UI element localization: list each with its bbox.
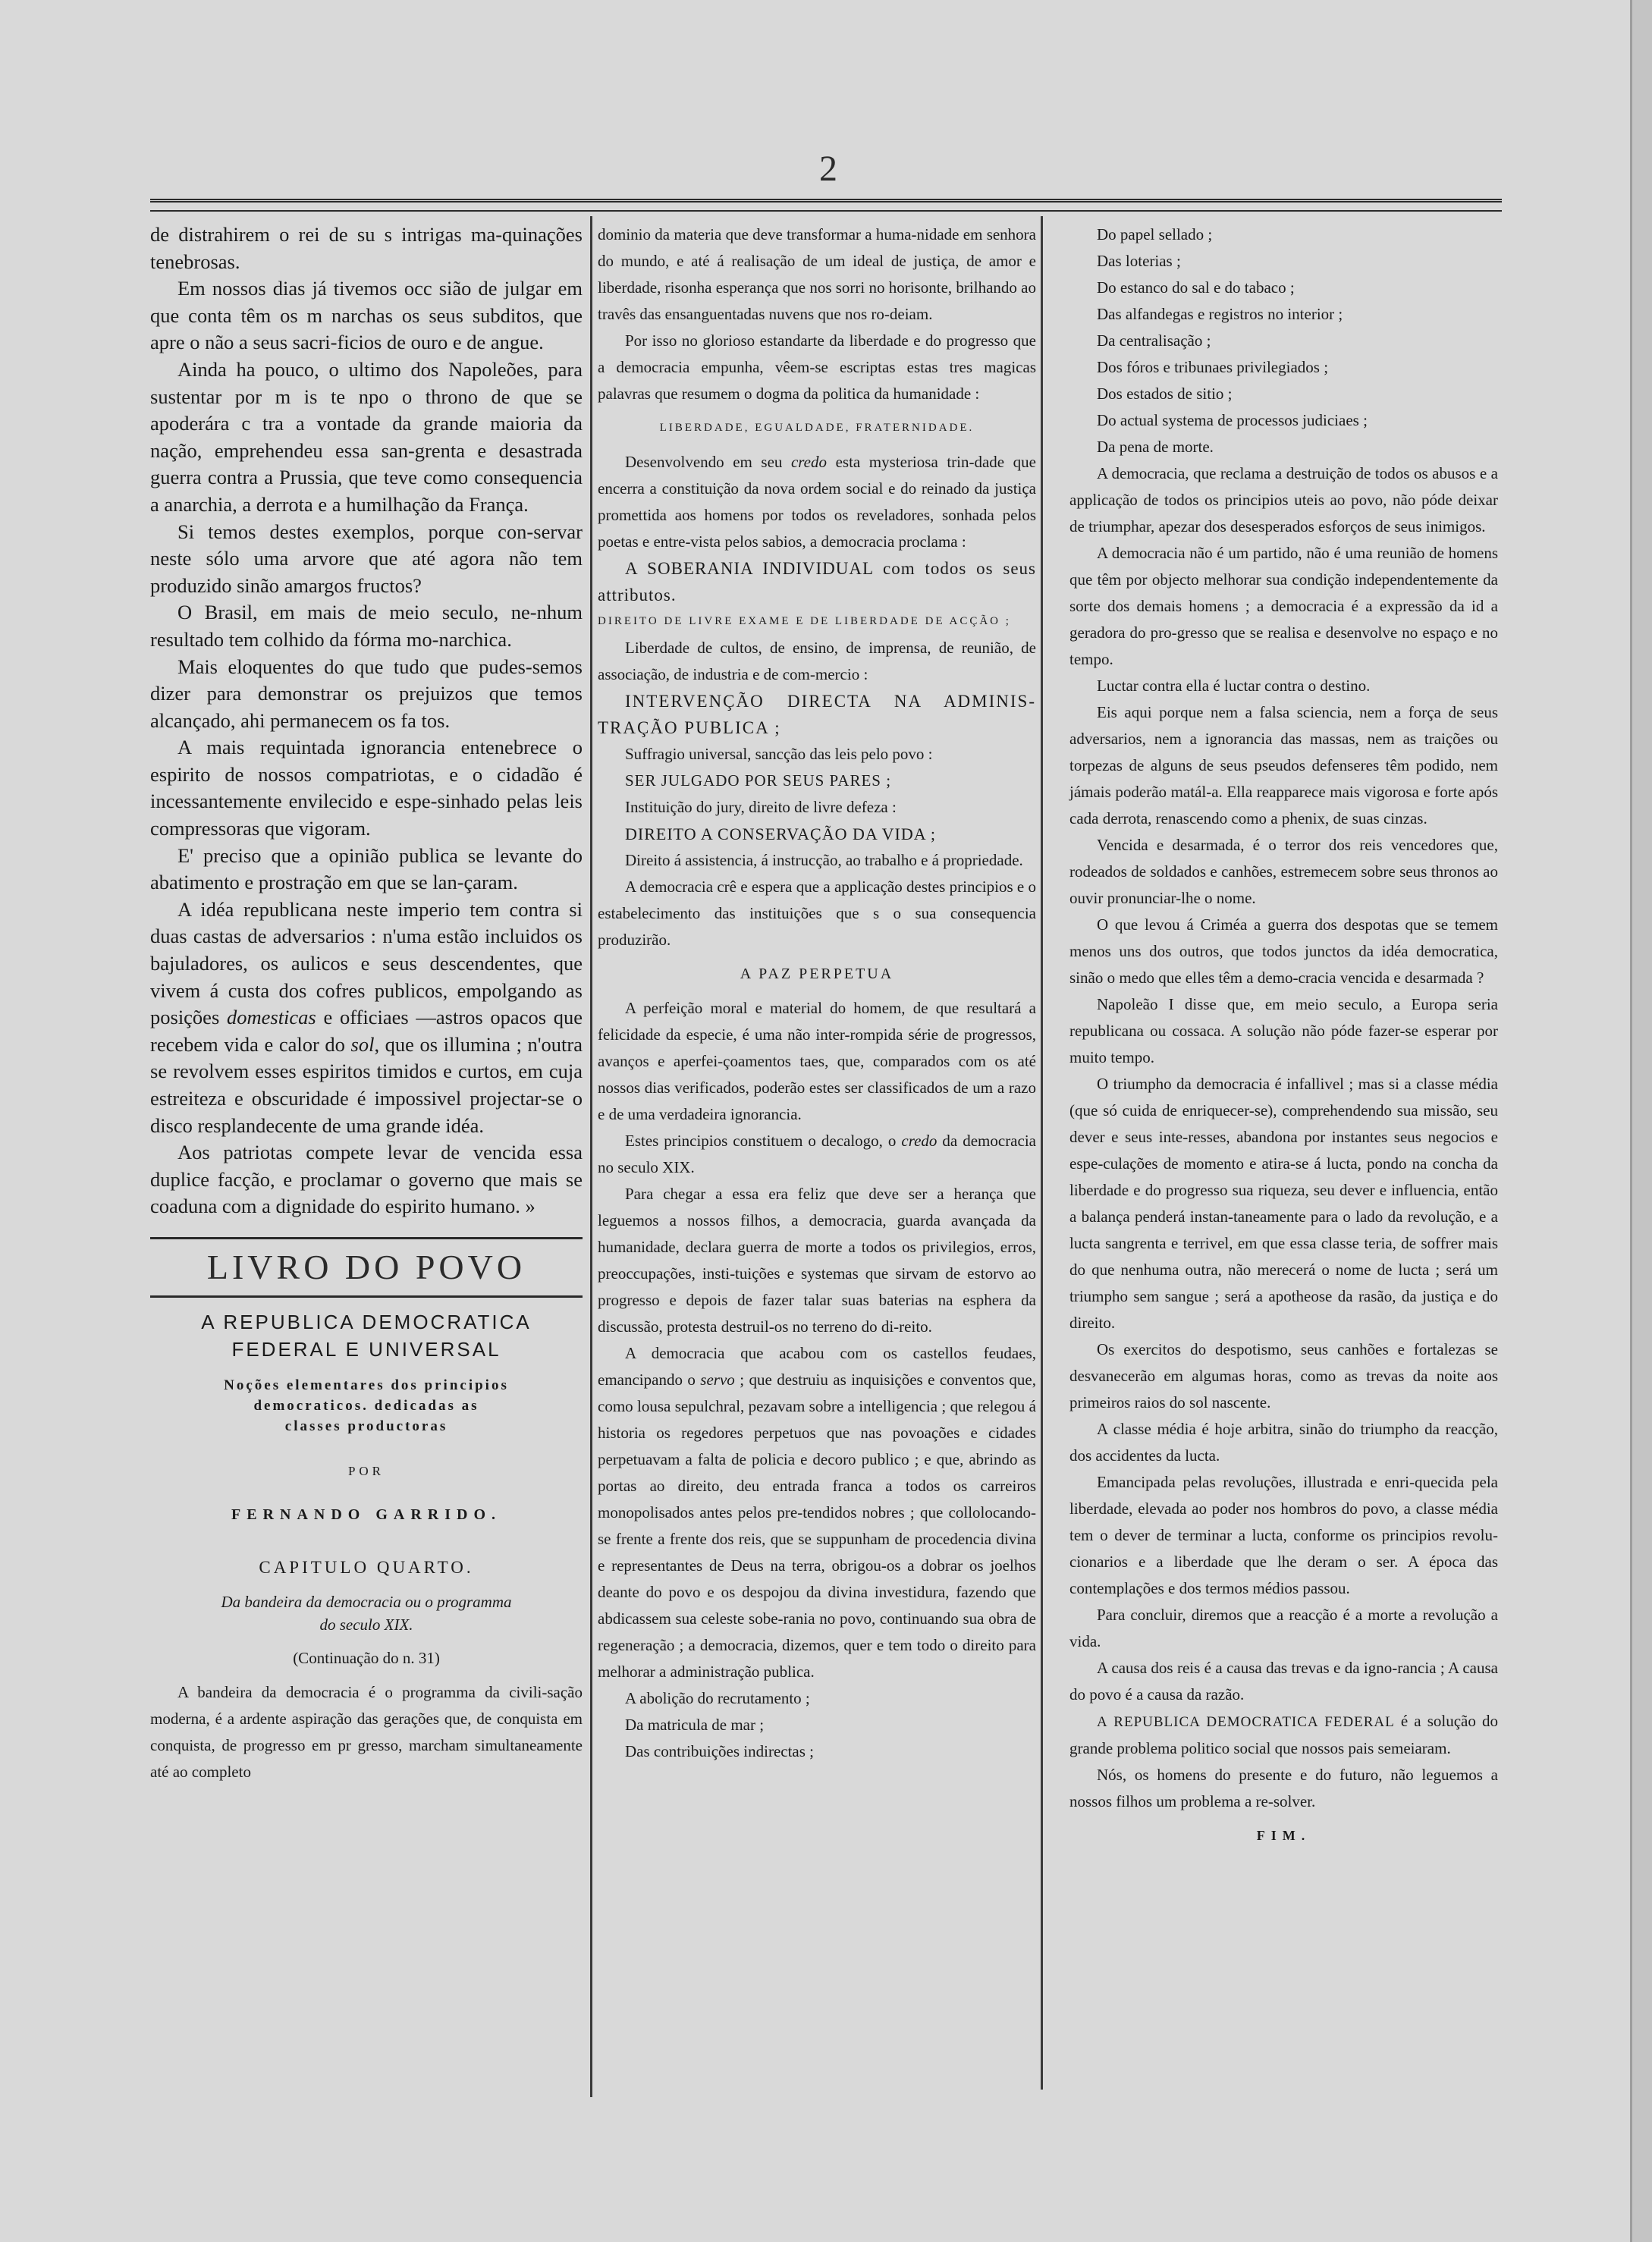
col1-paragraph: Ainda ha pouco, o ultimo dos Napoleões, para sustentar por m is te npo o throno de que se apoderára c tra a vontade da grande maioria da nação, emprehendeu essa san-grenta e desastrada guerra contra a Prussia, que teve como consequencia a anarchia, a derrota e a humilhação da França. (150, 357, 583, 516)
col3-paragraph: A classe média é hoje arbitra, sinão do triumpho da reacção, dos accidentes da lucta. (1069, 1420, 1498, 1465)
col3-paragraph: Emancipada pelas revoluções, illustrada e enri-quecida pela liberdade, elevada ao poder nos hombros do povo, a classe média tem o dever de terminar a lucta, conforme os principios revolu-cionarios e a liberdade que lhe deram o ser. A época das contemplações e dos termos médios passou. (1069, 1473, 1498, 1597)
col2-paragraph: Para chegar a essa era feliz que deve ser a herança que leguemos a nossos filhos, a democracia, guarda avançada da humanidade, declara guerra de morte a todos os privilegios, erros, preoccupações, insti-tuições e systemas que sirvam de estorvo ao progresso e depois de fazer talar suas baterias na esphera da discussão, protesta destruil-os no terreno do di-reito. (598, 1185, 1036, 1336)
col1-paragraph: O Brasil, em mais de meio seculo, ne-nhum resultado tem colhido da fórma mo-narchica. (150, 601, 583, 651)
col1-paragraph-republicana: A idéa republicana neste imperio tem contra si duas castas de adversarios : n'uma estão incluidos os bajuladores, os aulicos e seus descendentes, que vivem á custa dos cofres publicos, empolgando as posições domesticas e officiaes —astros opacos que recebem vida e calor do sol, que os illumina ; n'outra se revolvem esses espiritos timidos e curtos, em cuja estreiteza e obscuridade é impossivel projectar-se o disco resplandecente de uma grande idéa. (150, 897, 583, 1137)
col1-paragraph: Em nossos dias já tivemos occ sião de julgar em que conta têm os m narchas os seus subditos, que apre o não a seus sacri-ficios de ouro e de angue. (150, 277, 583, 354)
col3-paragraph: A causa dos reis é a causa das trevas e da igno-rancia ; A causa do povo é a causa da razão. (1069, 1659, 1498, 1703)
col2-list-item: A abolição do recrutamento ; (625, 1689, 810, 1707)
col1-paragraph: A mais requintada ignorancia entenebrece o espirito de nossos compatriotas, e o cidadão é incessantemente envilecido e espe-sinhado pelas leis compressoras que vigoram. (150, 736, 583, 840)
col3-list-item: Das loterias ; (1097, 252, 1181, 270)
col2-paragraph-castellos: A democracia que acabou com os castellos feudaes, emancipando o servo ; que destruiu as inquisições e conventos que, como lousa sepulchral, pezavam sobre a intelligencia ; que relegou á historia os regedores perpetuos que nas povoações e cidades perpetuavam a falta de policia e decoro publico ; e que, abrindo as portas ao direito, deu entrada franca a todos os carreiros monopolisados antes pelos pre-tendidos nobres ; que collolocando-se frente a frente dos reis, que se suppunham de procedencia divina e representantes de Deus na terra, obrigou-os a dobrar os joelhos deante do povo e os despojou da divina investidura, fazendo que abdicassem sua celeste sobe-rania no povo, continuando sua obra de regeneração ; a democracia, dizemos, quer e tem todo o direito para melhorar a administração publica. (598, 1344, 1036, 1681)
col2-paragraph: Por isso no glorioso estandarte da liberdade e do progresso que a democracia empunha, vêem-se escriptas estas tres magicas palavras que resumem o dogma da politica da humanidade : (598, 331, 1036, 403)
col3-paragraph: Nós, os homens do presente e do futuro, não leguemos a nossos filhos um problema a re-solver. (1069, 1766, 1498, 1810)
col3-list-item: Do papel sellado ; (1097, 225, 1213, 243)
col2-paragraph: dominio da materia que deve transformar a huma-nidade em senhora do mundo, e até á realisação de um ideal de justiça, de amor e liberdade, risonha esperança que nos sorri no horisonte, brilhando ao travês das ensanguentadas nuvens que nos ro-deiam. (598, 225, 1036, 323)
col3-list-item: Dos fóros e tribunaes privilegiados ; (1097, 358, 1329, 376)
col3-list-item: Do actual systema de processos judiciaes ; (1097, 411, 1368, 429)
direito-livre-exame: DIREITO DE LIVRE EXAME E DE LIBERDADE DE ACÇÃO ; (598, 615, 1011, 627)
subtitle-line-2: democraticos. dedicadas as (253, 1397, 479, 1414)
continuation-note: (Continuação do n. 31) (293, 1648, 440, 1667)
fim-label: FIM. (1256, 1828, 1311, 1843)
motto: LIBERDADE, EGUALDADE, FRATERNIDADE. (659, 422, 975, 434)
col2-paragraph: Liberdade de cultos, de ensino, de imprensa, de reunião, de associação, de industria e de com-mercio : (598, 639, 1036, 683)
col2-paragraph-credo: Desenvolvendo em seu credo esta mysteriosa trin-dade que encerra a constituição da nova ordem social e do reinado da justiça promettida aos homens por todos os reveladores, sonhada pelos poetas e entre-vista pelos sabios, a democracia proclama : (598, 453, 1036, 551)
subtitle-line-1: Noções elementares dos principios (224, 1377, 509, 1393)
paz-perpetua-title: A PAZ PERPETUA (740, 966, 894, 982)
col3-list-item: Dos estados de sitio ; (1097, 385, 1233, 403)
col2-paragraph: A democracia crê e espera que a applicação destes principios e o estabelecimento das instituições que s o sua consequencia produzirão. (598, 878, 1036, 949)
col3-paragraph: O triumpho da democracia é infallivel ; mas si a classe média (que só cuida de enriquecer-se), comprehendendo sua missão, seu dever e seus inte-resses, abandona por instantes seus negocios e espe-culações de momento e atira-se á lucta, pondo na concha da liberdade e do progresso sua riqueza, seu dever e influencia, então a balança penderá instan-taneamente para o lado da revolução, e a lucta sangrenta e terrivel, em que essa classe teria, de soffrer mais do que nenhuma outra, não merecerá o nome de lucta ; será um triumpho sem sangue ; será a apotheose da rasão, da justiça e do direito. (1069, 1075, 1498, 1332)
chapter-subtitle-2: do seculo XIX. (319, 1615, 413, 1634)
col1-paragraph: de distrahirem o rei de su s intrigas ma-quinações tenebrosas. (150, 223, 583, 273)
col3-paragraph: Os exercitos do despotismo, seus canhões e fortalezas se desvanecerão em algumas horas, como as trevas da noite aos primeiros raios do sol nascente. (1069, 1340, 1498, 1411)
column-2 (598, 221, 1036, 1765)
intervencao-directa: INTERVENÇÃO DIRECTA NA ADMINIS-TRAÇÃO PUBLICA ; (598, 692, 1036, 737)
byline-por: POR (347, 1463, 385, 1478)
col1-paragraph: E' preciso que a opinião publica se levante do abatimento e prostração em que se lan-çaram. (150, 843, 583, 894)
author-name: FERNANDO GARRIDO. (231, 1506, 501, 1523)
chapter-subtitle-1: Da bandeira da democracia ou o programma (221, 1592, 512, 1611)
col1-paragraph: Mais eloquentes do que tudo que pudes-semos dizer para demonstrar os prejuizos que temos alcançado, ahi permanecem os fa tos. (150, 655, 583, 732)
col2-list-item: Da matricula de mar ; (625, 1716, 765, 1734)
livro-do-povo-title: LIVRO DO POVO (150, 1237, 583, 1298)
col1-paragraph: Si temos destes exemplos, porque con-servar neste sólo uma arvore que até agora não tem produzido sinão amargos fructos? (150, 520, 583, 597)
col3-list-item: Da pena de morte. (1097, 438, 1214, 456)
direito-conservacao: DIREITO A CONSERVAÇÃO DA VIDA ; (625, 824, 937, 843)
ser-julgado: SER JULGADO POR SEUS PARES ; (625, 771, 892, 790)
col3-list-item: Do estanco do sal e do tabaco ; (1097, 278, 1295, 297)
column-divider-1 (590, 216, 592, 2097)
col2-paragraph: A perfeição moral e material do homem, de que resultará a felicidade da especie, é uma não inter-rompida série de progressos, avanços e aperfei-çoamentos taes, que, comparados com os até nossos dias verificados, poderão estes ser classificados de um a razo e de uma verdadeira ignorancia. (598, 999, 1036, 1123)
republica-title-line-1: A REPUBLICA DEMOCRATICA (201, 1310, 532, 1333)
col3-paragraph: Napoleão I disse que, em meio seculo, a Europa seria republicana ou cossaca. A solução não póde fazer-se esperar por muito tempo. (1069, 995, 1498, 1066)
col1-final-paragraph: A bandeira da democracia é o programma da civili-sação moderna, é a ardente aspiração das gerações que, de conquista em conquista, de progresso em pr gresso, marcham simultaneamente até ao completo (150, 1683, 583, 1782)
col2-list-item: Das contribuições indirectas ; (625, 1742, 815, 1760)
col3-paragraph: Luctar contra ella é luctar contra o destino. (1097, 677, 1371, 695)
page-edge (1630, 0, 1652, 2242)
col1-paragraph: Aos patriotas compete levar de vencida essa duplice facção, e proclamar o governo que mais se coaduna com a dignidade do espirito humano. » (150, 1141, 583, 1218)
col3-paragraph: Eis aqui porque nem a falsa sciencia, nem a força de seus adversarios, nem a ignorancia das massas, nem as traições ou torpezas de alguns de seus pseudos defenseres têm podido, nem jámais poderão matál-a. Ella reapparece mais vigorosa e forte após cada derrota, renascendo como a phenix, de suas cinzas. (1069, 703, 1498, 827)
col2-paragraph-decalogo: Estes principios constituem o decalogo, o credo da democracia no seculo XIX. (598, 1132, 1036, 1176)
col3-list-item: Das alfandegas e registros no interior ; (1097, 305, 1343, 323)
col2-paragraph: Instituição do jury, direito de livre defeza : (625, 798, 897, 816)
col3-list-item: Da centralisação ; (1097, 331, 1211, 350)
column-3 (1069, 221, 1498, 1849)
col3-paragraph: Vencida e desarmada, é o terror dos reis vencedores que, rodeados de soldados e canhões, estremecem sobre seus thronos ao ouvir pronunciar-lhe o nome. (1069, 836, 1498, 907)
soberania-individual: A SOBERANIA INDIVIDUAL com todos os seus attributos. (598, 559, 1036, 604)
col2-paragraph: Suffragio universal, sancção das leis pelo povo : (625, 745, 933, 763)
col2-paragraph: Direito á assistencia, á instrucção, ao trabalho e á propriedade. (625, 851, 1023, 869)
header-rule (150, 199, 1502, 212)
col3-paragraph: A democracia, que reclama a destruição de todos os abusos e a applicação de todos os principios uteis ao povo, não póde deixar de triumphar, apezar dos desesperados esforços de seus inimigos. (1069, 464, 1498, 535)
col3-paragraph-republica: A REPUBLICA DEMOCRATICA FEDERAL é a solução do grande problema politico social que nossos pais semeiaram. (1069, 1712, 1498, 1757)
col3-paragraph: O que levou á Criméa a guerra dos despotas que se temem menos uns dos outros, que todos junctos da idéa democratica, sinão o medo que elles têm a demo-cracia vencida e desarmada ? (1069, 915, 1498, 987)
page-number: 2 (819, 149, 837, 189)
col3-paragraph: A democracia não é um partido, não é uma reunião de homens que têm por objecto melhorar sua condição independentemente da sorte dos demais homens ; a democracia é a expressão da id a geradora do pro-gresso que se realisa e desenvolve no espaço e no tempo. (1069, 544, 1498, 668)
column-1 (150, 221, 583, 1785)
subtitle-line-3: classes productoras (284, 1418, 448, 1434)
republica-title-line-2: FEDERAL E UNIVERSAL (231, 1337, 501, 1361)
column-divider-2 (1041, 216, 1043, 2090)
chapter-title: CAPITULO QUARTO. (259, 1558, 474, 1578)
col3-paragraph: Para concluir, diremos que a reacção é a morte a revolução a vida. (1069, 1606, 1498, 1650)
